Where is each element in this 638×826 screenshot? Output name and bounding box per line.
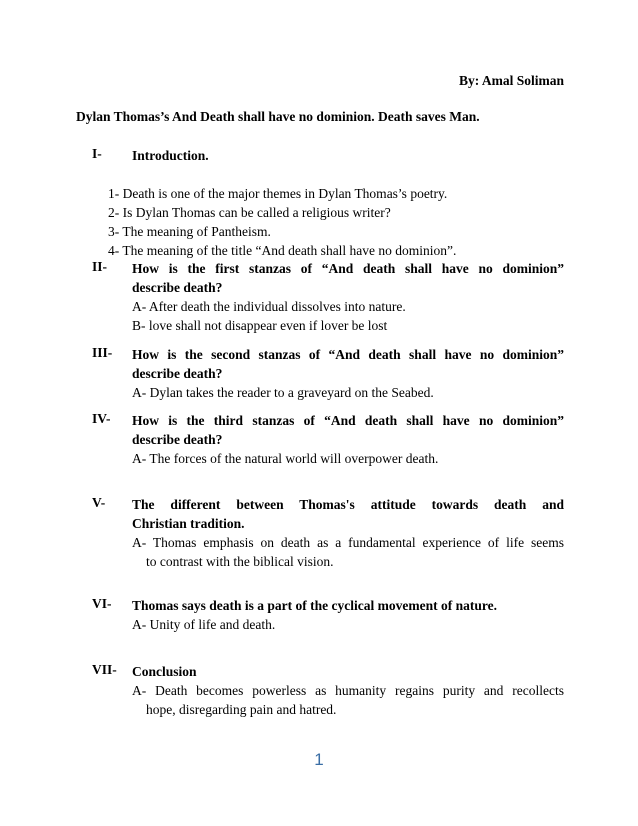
section-numeral: II- <box>92 259 108 274</box>
section-numeral: VI- <box>92 596 112 611</box>
section-heading-line: describe death? <box>132 432 223 447</box>
section-heading-line: describe death? <box>132 366 223 381</box>
author-line: By: Amal Soliman <box>458 73 564 88</box>
sub-item-line: A- Death becomes powerless as humanity regains purity and recollects <box>132 683 564 698</box>
list-item: 2- Is Dylan Thomas can be called a religious writer? <box>108 205 391 220</box>
section-heading-line: describe death? <box>132 280 223 295</box>
sub-item-line: hope, disregarding pain and hatred. <box>146 702 337 717</box>
page-number: 1 <box>314 750 324 769</box>
intro-list <box>108 184 456 260</box>
section-heading-line: How is the first stanzas of “And death shall have no dominion” <box>132 261 564 276</box>
sub-item-line: A- Thomas emphasis on death as a fundamental experience of life seems <box>132 535 564 550</box>
section-heading-line: The different between Thomas's attitude towards death and <box>132 497 564 512</box>
list-item: 1- Death is one of the major themes in Dylan Thomas’s poetry. <box>108 186 448 201</box>
list-item: 3- The meaning of Pantheism. <box>108 224 271 239</box>
section-heading-line: Christian tradition. <box>132 516 245 531</box>
section-heading-line: How is the third stanzas of “And death shall have no dominion” <box>132 413 564 428</box>
section-numeral: V- <box>92 495 106 510</box>
section-heading: Thomas says death is a part of the cyclical movement of nature. <box>132 598 497 613</box>
list-item: 4- The meaning of the title “And death shall have no dominion”. <box>108 243 457 258</box>
section-numeral: I- <box>92 146 102 161</box>
section-numeral: III- <box>92 345 113 360</box>
section-numeral: IV- <box>92 411 111 426</box>
sub-item: A- Unity of life and death. <box>132 617 276 632</box>
sub-item: A- The forces of the natural world will overpower death. <box>132 451 439 466</box>
section-heading-line: How is the second stanzas of “And death shall have no dominion” <box>132 347 564 362</box>
document-title: Dylan Thomas’s And Death shall have no dominion. Death saves Man. <box>76 109 480 124</box>
sub-item: A- After death the individual dissolves into nature. <box>132 299 406 314</box>
sub-item: A- Dylan takes the reader to a graveyard on the Seabed. <box>132 385 434 400</box>
sub-item-line: to contrast with the biblical vision. <box>146 554 334 569</box>
sub-item: B- love shall not disappear even if lover be lost <box>132 318 388 333</box>
section-numeral: VII- <box>92 662 117 677</box>
section-heading: Introduction. <box>132 148 209 163</box>
section-heading: Conclusion <box>132 664 197 679</box>
